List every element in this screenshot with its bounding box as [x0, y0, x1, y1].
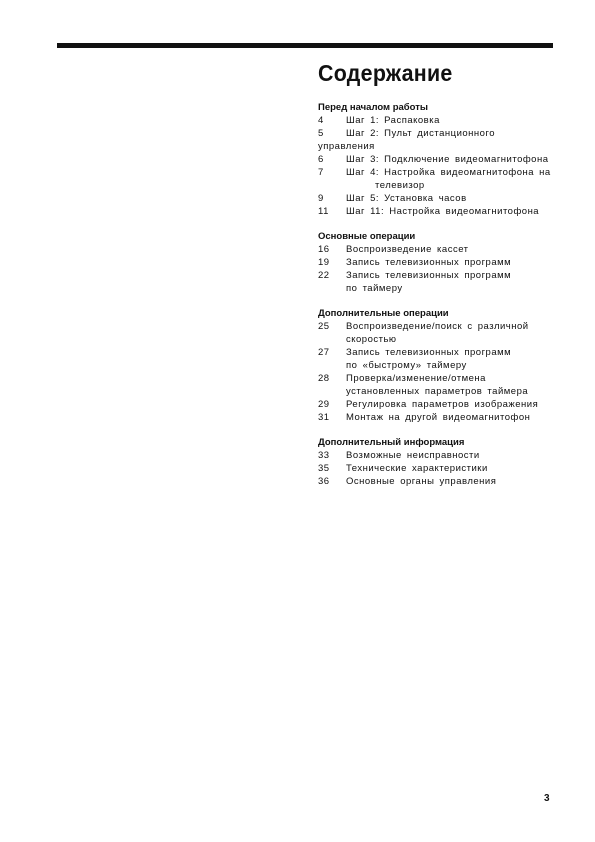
entry-text: Монтаж на другой видеомагнитофон	[346, 412, 531, 423]
entry-page: 22	[318, 270, 330, 281]
toc-entry[interactable]	[318, 114, 558, 127]
entry-page: 36	[318, 476, 330, 487]
entry-page: 28	[318, 373, 330, 384]
entry-text: Шаг 2: Пульт дистанционного	[346, 128, 495, 139]
toc-section-before-start	[318, 101, 558, 218]
entry-text: Технические характеристики	[346, 463, 488, 474]
entry-page: 7	[318, 167, 324, 178]
toc-entry[interactable]	[318, 411, 558, 424]
toc-entry[interactable]	[318, 243, 558, 256]
entry-page: 9	[318, 193, 324, 204]
toc-entry[interactable]	[318, 398, 558, 411]
section-heading: Дополнительные операции	[318, 308, 449, 319]
toc-entry[interactable]	[318, 346, 558, 359]
entry-text: Возможные неисправности	[346, 450, 480, 461]
toc-entry-continuation	[318, 179, 558, 192]
toc-entry[interactable]	[318, 153, 558, 166]
toc-entry[interactable]	[318, 320, 558, 333]
table-of-contents	[318, 58, 558, 500]
entry-page: 11	[318, 206, 329, 217]
entry-text: Воспроизведение кассет	[346, 244, 469, 255]
entry-page: 31	[318, 412, 330, 423]
entry-page: 27	[318, 347, 330, 358]
toc-entry[interactable]	[318, 192, 558, 205]
section-heading: Перед началом работы	[318, 102, 428, 113]
entry-page: 6	[318, 154, 324, 165]
entry-text: Шаг 5: Установка часов	[346, 193, 467, 204]
page-title: Содержание	[318, 60, 453, 86]
entry-text: Регулировка параметров изображения	[346, 399, 539, 410]
toc-entry[interactable]	[318, 462, 558, 475]
toc-entry[interactable]	[318, 372, 558, 385]
section-heading: Основные операции	[318, 231, 416, 242]
toc-section-additional-information	[318, 436, 558, 488]
entry-text-continuation: по «быстрому» таймеру	[346, 360, 467, 371]
entry-page: 5	[318, 128, 324, 139]
toc-entry-continuation	[318, 140, 558, 153]
entry-page: 19	[318, 257, 330, 268]
entry-text-continuation: телевизор	[375, 180, 425, 191]
toc-entry[interactable]	[318, 449, 558, 462]
toc-entry[interactable]	[318, 475, 558, 488]
entry-text: Воспроизведение/поиск с различной	[346, 321, 529, 332]
entry-text-continuation: управления	[318, 141, 375, 152]
toc-entry[interactable]	[318, 256, 558, 269]
entry-text: Запись телевизионных программ	[346, 257, 512, 268]
entry-page: 4	[318, 115, 324, 126]
top-rule	[57, 43, 553, 48]
page-number: 3	[544, 793, 550, 804]
entry-page: 29	[318, 399, 330, 410]
toc-entry[interactable]	[318, 269, 558, 282]
entry-text: Запись телевизионных программ	[346, 270, 512, 281]
toc-entry-continuation	[318, 385, 558, 398]
entry-page: 33	[318, 450, 330, 461]
entry-page: 35	[318, 463, 330, 474]
toc-entry-continuation	[318, 282, 558, 295]
toc-entry[interactable]	[318, 127, 558, 140]
toc-entry[interactable]	[318, 205, 558, 218]
toc-entry-continuation	[318, 333, 558, 346]
entry-text-continuation: скоростью	[346, 334, 397, 345]
entry-text: Шаг 11: Настройка видеомагнитофона	[346, 206, 540, 217]
toc-entry-continuation	[318, 359, 558, 372]
entry-text: Шаг 3: Подключение видеомагнитофона	[346, 154, 549, 165]
entry-text: Шаг 1: Распаковка	[346, 115, 440, 126]
entry-page: 16	[318, 244, 330, 255]
entry-text: Запись телевизионных программ	[346, 347, 512, 358]
entry-page: 25	[318, 321, 330, 332]
section-heading: Дополнительный информация	[318, 437, 465, 448]
entry-text: Шаг 4: Настройка видеомагнитофона на	[346, 167, 551, 178]
entry-text-continuation: по таймеру	[346, 283, 403, 294]
entry-text-continuation: установленных параметров таймера	[346, 386, 529, 397]
toc-entry[interactable]	[318, 166, 558, 179]
entry-text: Основные органы управления	[346, 476, 497, 487]
toc-section-basic-operations	[318, 230, 558, 295]
toc-section-additional-operations	[318, 307, 558, 424]
entry-text: Проверка/изменение/отмена	[346, 373, 486, 384]
